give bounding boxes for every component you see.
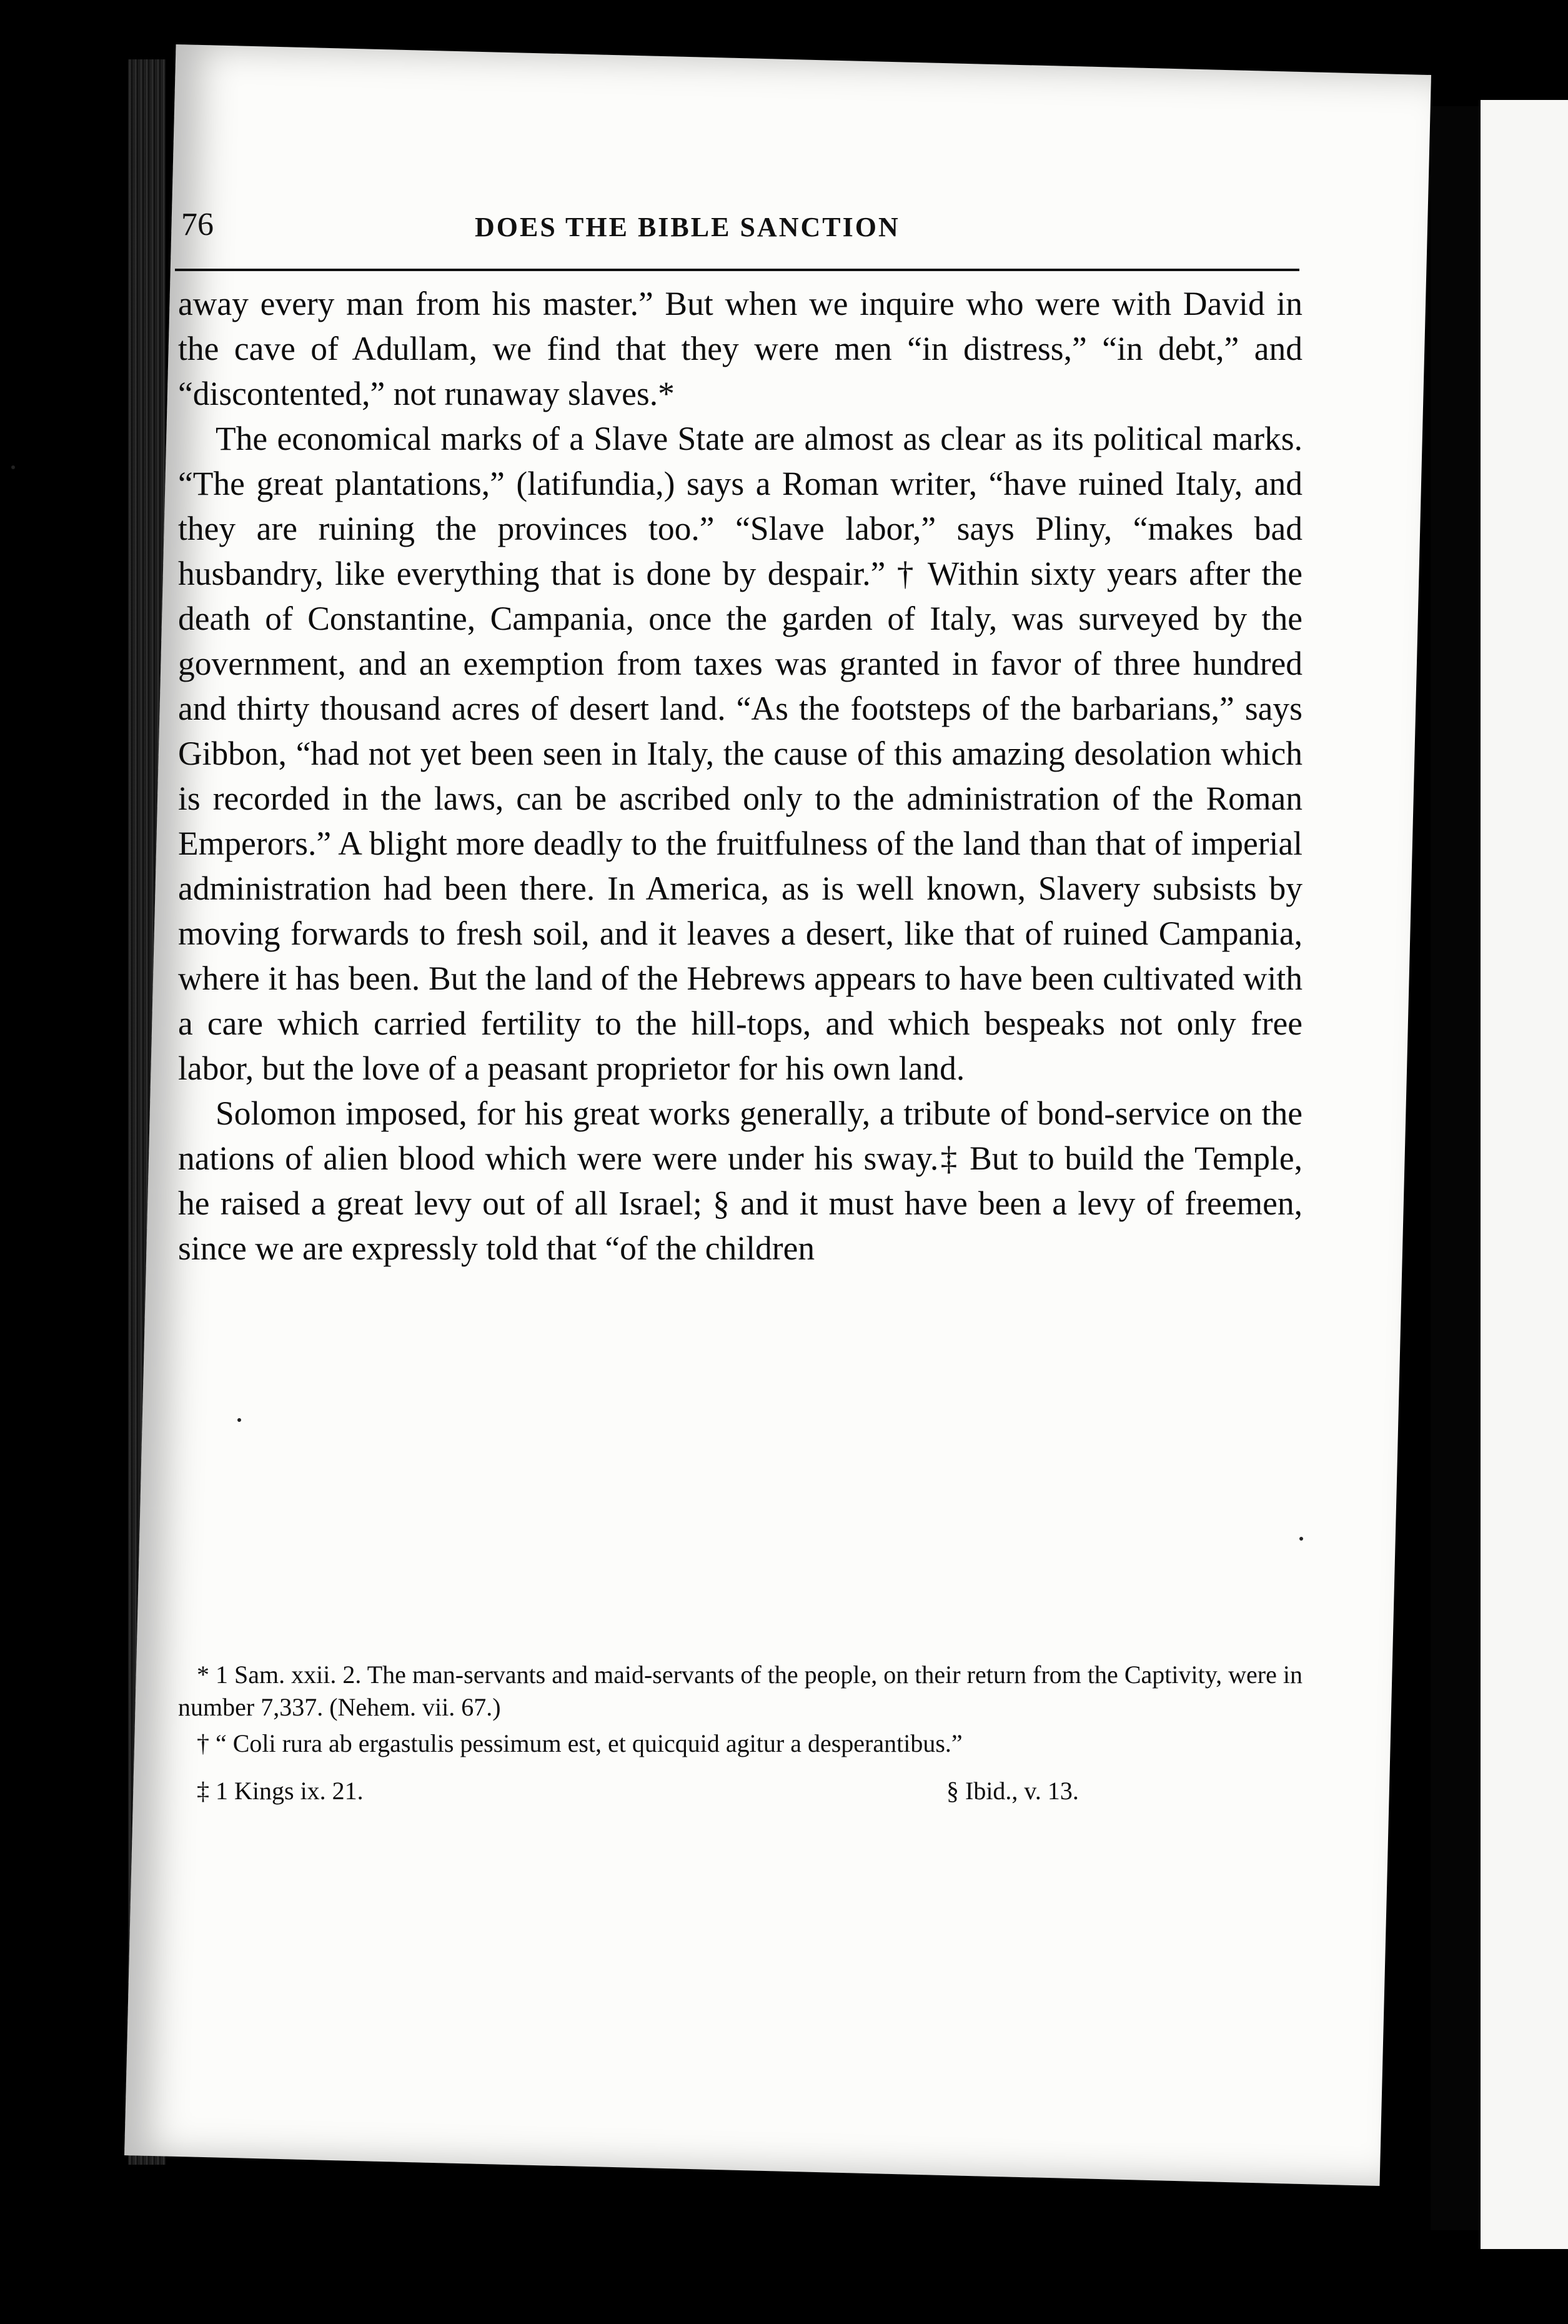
running-head: DOES THE BIBLE SANCTION — [475, 212, 900, 242]
paragraph-3: Solomon imposed, for his great works generally, a tribute of bond-service on the nations of alien blood which were were under his sway.‡ But to build the Temple, he raised a great levy out of all Israel; § and it must have been a levy of freemen, since we are expressly told that “of the children — [178, 1095, 1303, 1267]
footnotes — [178, 1659, 1303, 1812]
main-text — [178, 281, 1303, 1271]
footnote-section: § Ibid., v. 13. — [946, 1777, 1079, 1805]
paragraph-2: The economical marks of a Slave State are almost as clear as its political marks. “The great plantations,” (latifundia,) says a Roman writer, “have ruined Italy, and they are ruining the provinces too.” “Slave labor,” says Pliny, “makes bad husbandry, like everything that is done by despair.” † Within sixty years after the death of Constantine, Campania, once the garden of Italy, was surveyed by the government, and an exemption from taxes was granted in favor of three hundred and thirty thousand acres of desert land. “As the footsteps of the barbarians,” says Gibbon, “had not yet been seen in Italy, the cause of this amazing desolation which is recorded in the laws, can be ascribed only to the administration of the Roman Emperors.” A blight more deadly to the fruitfulness of the land than that of imperial administration had been there. In America, as is well known, Slavery subsists by moving forwards to fresh soil, and it leaves a desert, like that of ruined Campania, where it has been. But the land of the Hebrews appears to have been cultivated with a care which carried fertility to the hill-tops, and which bespeaks not only free labor, but the love of a peasant proprietor for his own land. — [178, 420, 1303, 1087]
header-rule — [175, 269, 1299, 271]
page-header — [181, 206, 1306, 262]
paragraph-1: away every man from his master.” But when we inquire who were with David in the cave of Adullam, we find that they were men “in distress,” “in debt,” and “discontented,” not runaway slaves.* — [178, 285, 1303, 412]
scan-speck — [1299, 1537, 1303, 1541]
footnote-dagger: † “ Coli rura ab ergastulis pessimum est, et quicquid agitur a desperantibus.” — [197, 1729, 963, 1757]
footnote-double-dagger: ‡ 1 Kings ix. 21. — [197, 1777, 364, 1805]
footnote-star: * 1 Sam. xxii. 2. The man-servants and maid-servants of the people, on their return from the Captivity, were in number 7,337. (Nehem. vii. 67.) — [178, 1661, 1303, 1721]
facing-page-edge — [1481, 100, 1568, 2249]
scan-speck — [237, 1418, 241, 1422]
page-number: 76 — [181, 207, 214, 242]
book-gutter — [1431, 106, 1481, 2230]
footnote-row — [178, 1775, 1303, 1812]
scan-speck — [11, 465, 15, 469]
